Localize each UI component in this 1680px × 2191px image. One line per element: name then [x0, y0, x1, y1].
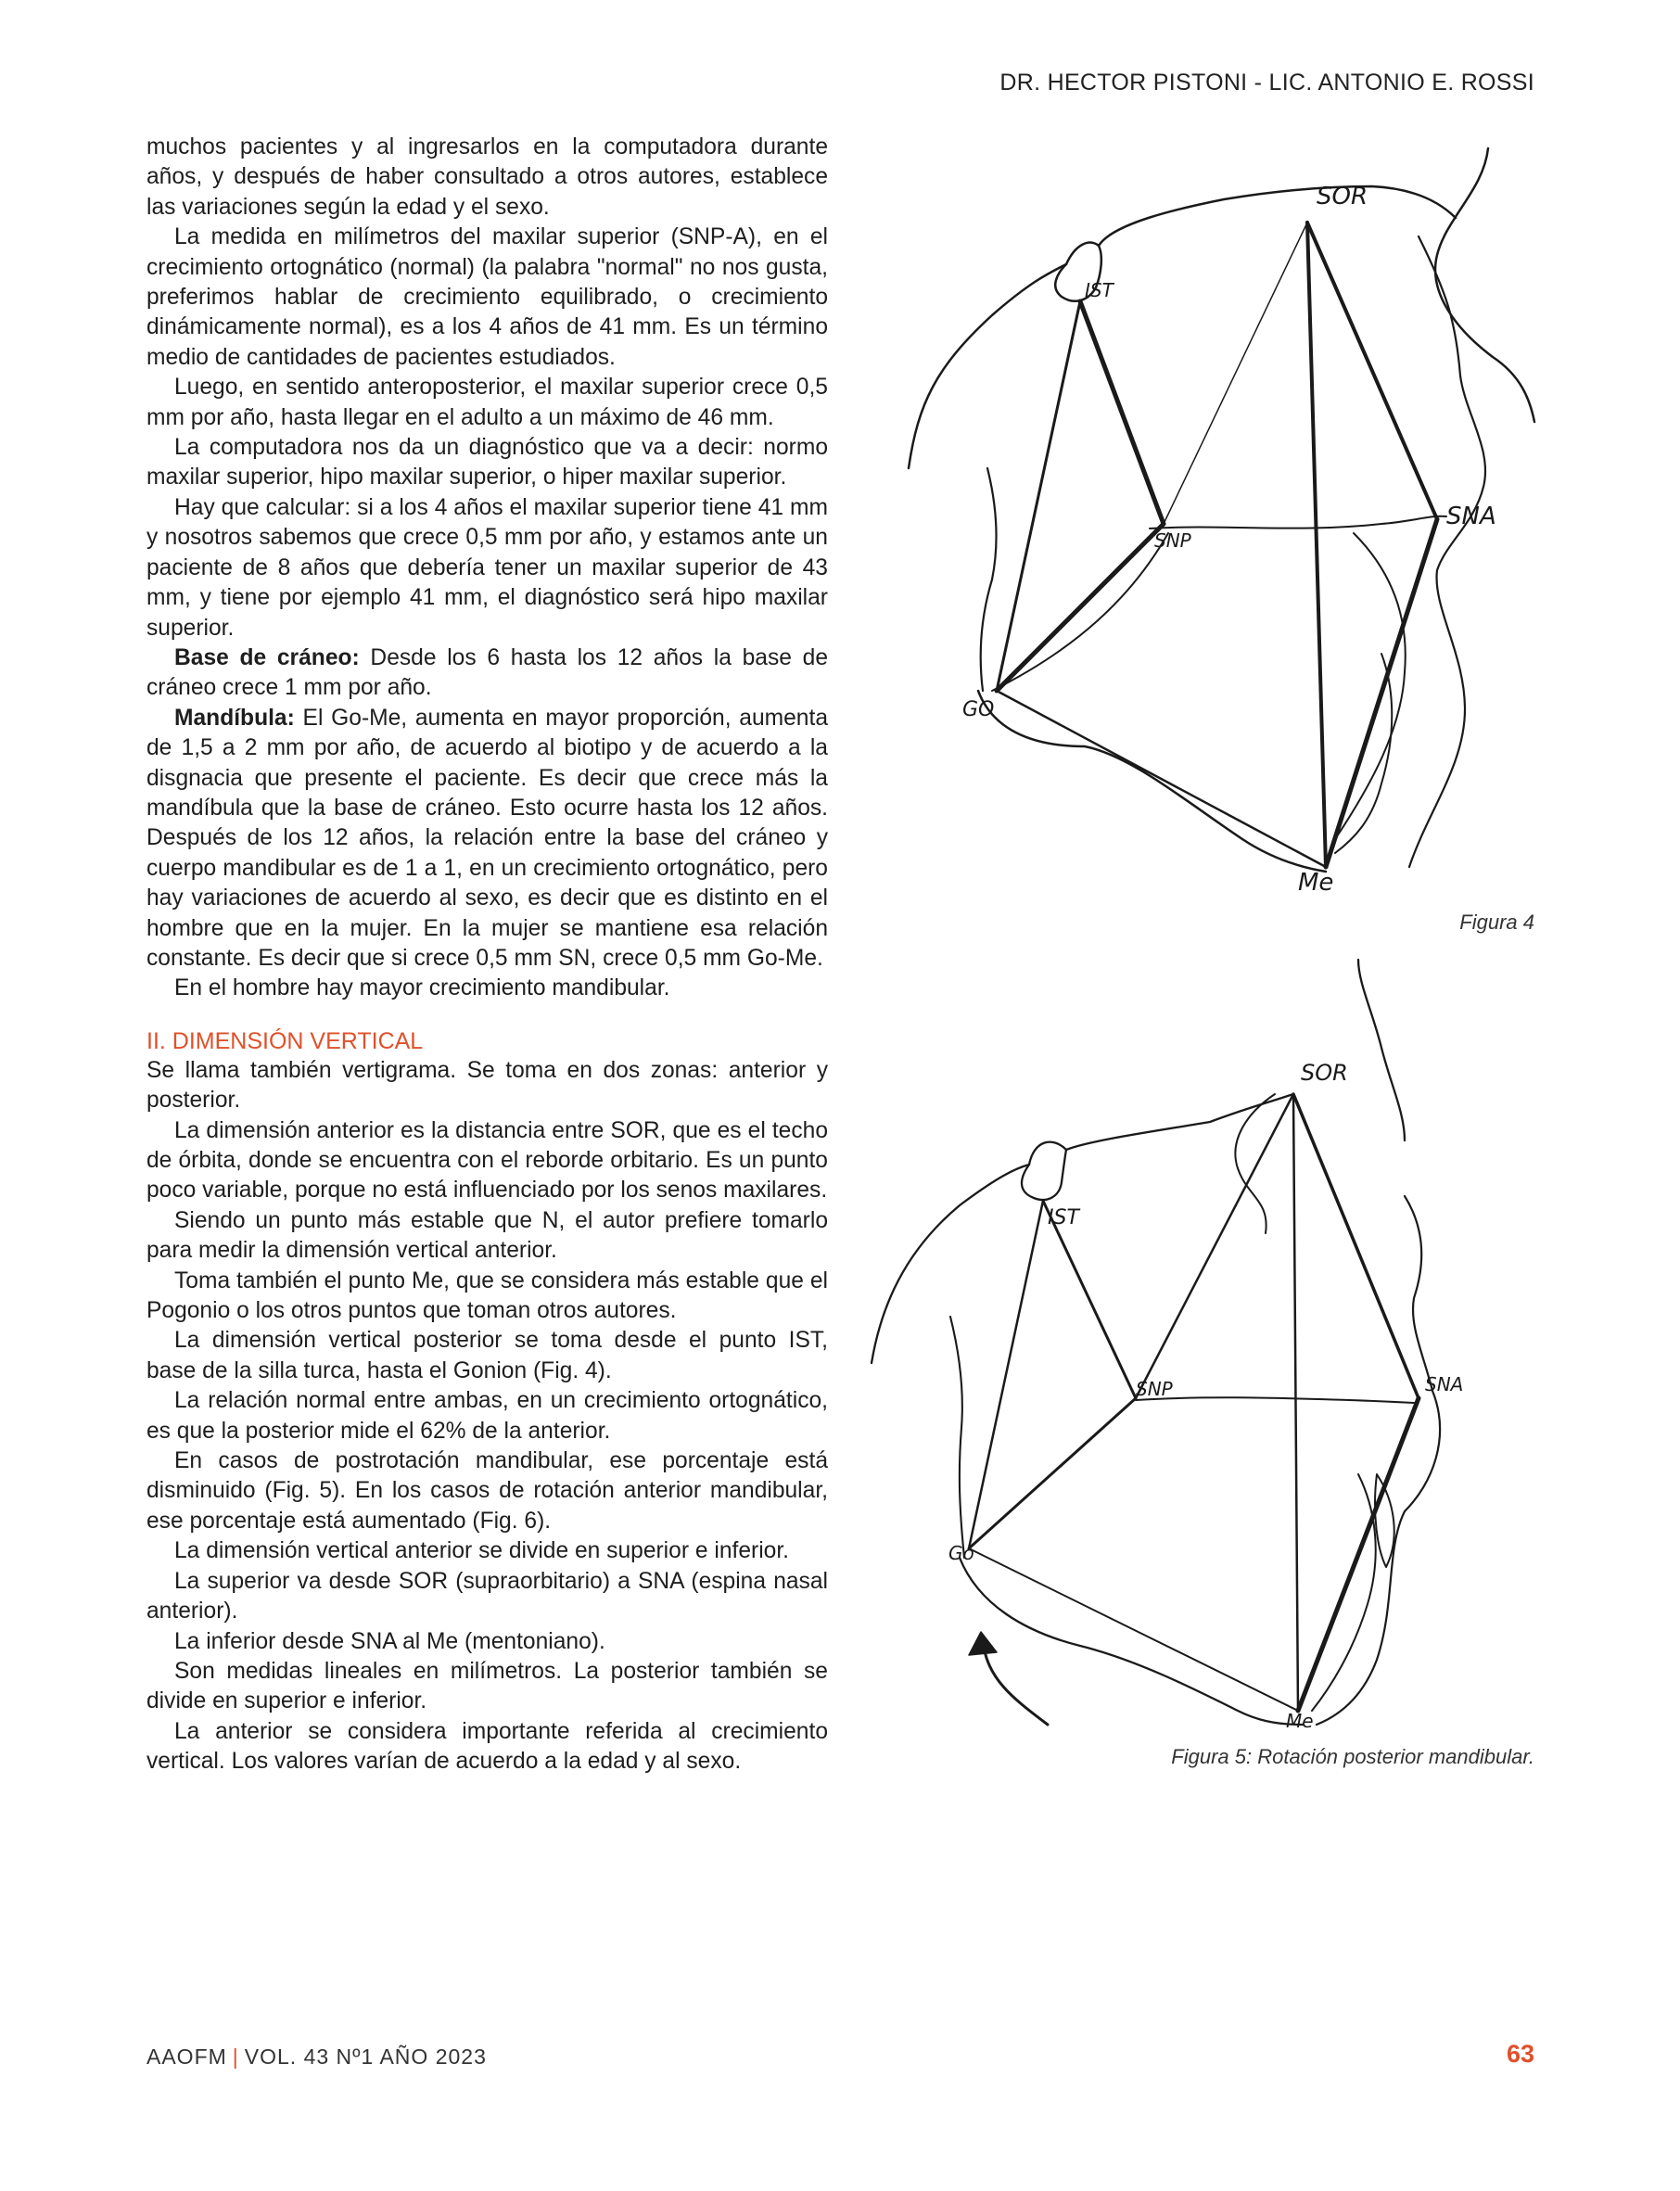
skull-outline [909, 186, 1456, 468]
paragraph: muchos pacientes y al ingresarlos en la computadora durante años, y después de haber consultado a otros autores, establece las variaciones según la edad y el sexo. [146, 134, 828, 220]
paragraph: Siendo un punto más estable que N, el autor prefiere tomarlo para medir la dimensión vertical anterior. [146, 1207, 828, 1264]
term-label: Base de cráneo: [174, 644, 360, 670]
label-me: Me [1298, 869, 1334, 897]
paragraph: La dimensión anterior es la distancia entre SOR, que es el techo de órbita, donde se encuentra con el reborde orbitario. Es un punto poco variable, porque no está influenciado por los senos maxilares. [146, 1117, 828, 1204]
figure-4-tracing [890, 134, 1539, 899]
facial-profile [1317, 1196, 1440, 1725]
paragraph: Hay que calcular: si a los 4 años el maxilar superior tiene 41 mm y nosotros sabemos que crece 0,5 mm por año, y estamos ante un paciente de 8 años que debería tener un maxilar superior de 43 mm, y tiene por ejemplo 41 mm, el diagnóstico será hipo maxilar superior. [146, 494, 828, 641]
chin-outline [1335, 533, 1406, 839]
label-sor: SOR [1301, 1060, 1348, 1086]
journal-name: AAOFM [146, 2045, 227, 2069]
skull-outline [872, 1094, 1293, 1363]
occlusal-line [1136, 1397, 1414, 1403]
label-me: Me [1286, 1710, 1314, 1729]
journal-issue: VOL. 43 Nº1 AÑO 2023 [244, 2045, 487, 2069]
paragraph: La computadora nos da un diagnóstico que va a decir: normo maxilar superior, hipo maxilar superior, o hiper maxilar superior. [146, 435, 828, 490]
paragraph: En el hombre hay mayor crecimiento mandibular. [174, 975, 670, 1001]
label-sna: SNA [1446, 503, 1496, 530]
sella-outline [1022, 1150, 1066, 1200]
paragraph: En casos de postrotación mandibular, ese porcentaje está disminuido (Fig. 5). En los casos de rotación anterior mandibular, ese porcentaje está aumentado (Fig. 6). [146, 1448, 828, 1534]
line-sor-me [1293, 1094, 1298, 1711]
line-ist-snp [1080, 301, 1164, 524]
paragraph [146, 704, 828, 974]
section-heading: II. DIMENSIÓN VERTICAL [146, 1027, 424, 1054]
paragraph: Se llama también vertigrama. Se toma en dos zonas: anterior y posterior. [146, 1057, 828, 1114]
paragraph: Luego, en sentido anteroposterior, el maxilar superior crece 0,5 mm por año, hasta llegar en el adulto a un máximo de 46 mm. [146, 375, 828, 430]
ramus-outline [981, 468, 997, 691]
line-ist-go [969, 1201, 1043, 1548]
ramus-outline [950, 1317, 964, 1558]
running-head: DR. HECTOR PISTONI - LIC. ANTONIO E. ROSSI [999, 70, 1534, 96]
facial-profile [1409, 236, 1485, 867]
footer-journal [146, 2045, 487, 2070]
line-sor-sna [1293, 1094, 1419, 1398]
page-number: 63 [1506, 2040, 1534, 2068]
footer-separator: | [232, 2045, 239, 2069]
line-ist-snp [1043, 1201, 1136, 1398]
label-ist: IST [1085, 279, 1114, 301]
line-sor-snp [1164, 223, 1307, 524]
body-text-column [146, 133, 828, 1777]
label-snp: SNP [1136, 1378, 1173, 1400]
label-go: GO [962, 698, 995, 721]
line-snp-go [969, 1398, 1136, 1548]
arrow-head [969, 1632, 997, 1655]
line-go-me [969, 1548, 1298, 1711]
paragraph: La medida en milímetros del maxilar superior (SNP-A), en el crecimiento ortognático (normal) (la palabra "normal" no nos gusta, preferimos hablar de crecimiento equilibrado, o crecimiento dinámicamente normal), es a los 4 años de 41 mm. Es un término medio de cantidades de pacientes estudiados. [146, 224, 828, 370]
figure-5-caption: Figura 5: Rotación posterior mandibular. [1171, 1745, 1534, 1768]
paragraph [146, 643, 828, 704]
brow-outline [1235, 1094, 1275, 1233]
paragraph: La dimensión vertical posterior se toma desde el punto IST, base de la silla turca, hasta el Gonion (Fig. 4). [146, 1328, 828, 1383]
mandible-outline [978, 691, 1326, 872]
label-snp: SNP [1154, 529, 1191, 552]
label-sor: SOR [1317, 183, 1368, 210]
label-ist: IST [1048, 1206, 1079, 1229]
figure-4-caption: Figura 4 [1459, 911, 1534, 934]
line-sor-snp [1136, 1094, 1293, 1398]
term-text: Desde los 6 hasta los 12 años la base de cráneo crece 1 mm por año. [146, 644, 828, 701]
figure-5-tracing [858, 955, 1539, 1729]
term-text: El Go-Me, aumenta en mayor proporción, aumenta de 1,5 a 2 mm por año, de acuerdo al biotipo y de acuerdo a la disgnacia que presente el paciente. Es decir que crece más la mandíbula que la base de cráneo. Esto ocurre hasta los 12 años. Después de los 12 años, la relación entre la base del cráneo y cuerpo mandibular es de 1 a 1, en un crecimiento ortognático, pero hay variaciones de acuerdo al sexo, es decir que es distinto en el hombre que en la mujer. En la mujer se mantiene esa relación constante. Es decir que si crece 0,5 mm SN, crece 0,5 mm Go-Me. [146, 705, 828, 971]
frontal-profile [1358, 960, 1405, 1140]
paragraph: La anterior se considera importante referida al crecimiento vertical. Los valores varían de acuerdo a la edad y al sexo. [146, 1718, 828, 1775]
occlusal-line [1150, 516, 1446, 529]
label-go: Go [948, 1542, 974, 1564]
line-sor-me [1307, 223, 1326, 867]
line-go-me [997, 691, 1326, 867]
paragraph: La superior va desde SOR (supraorbitario) a SNA (espina nasal anterior). [146, 1568, 828, 1624]
frontal-profile [1435, 148, 1534, 422]
paragraph: La relación normal entre ambas, en un crecimiento ortognático, es que la posterior mide el 62% de la anterior. [146, 1388, 828, 1444]
arrow-curve [983, 1641, 1048, 1725]
line-ist-go [997, 301, 1080, 691]
paragraph: La dimensión vertical anterior se divide en superior e inferior. [174, 1538, 790, 1564]
label-sna: SNA [1425, 1373, 1464, 1395]
line-sna-me [1298, 1398, 1419, 1711]
line-sor-sna [1307, 223, 1437, 519]
term-label: Mandíbula: [174, 705, 295, 731]
paragraph: Toma también el punto Me, que se considera más estable que el Pogonio o los otros puntos que toman otros autores. [146, 1267, 828, 1324]
paragraph: Son medidas lineales en milímetros. La posterior también se divide en superior e inferior. [146, 1658, 828, 1714]
line-sna-me [1326, 519, 1437, 867]
mandible-outline [960, 1558, 1303, 1725]
line-snp-go [997, 524, 1164, 691]
paragraph: La inferior desde SNA al Me (mentoniano). [174, 1628, 605, 1654]
incisor-outline [1375, 1474, 1394, 1567]
